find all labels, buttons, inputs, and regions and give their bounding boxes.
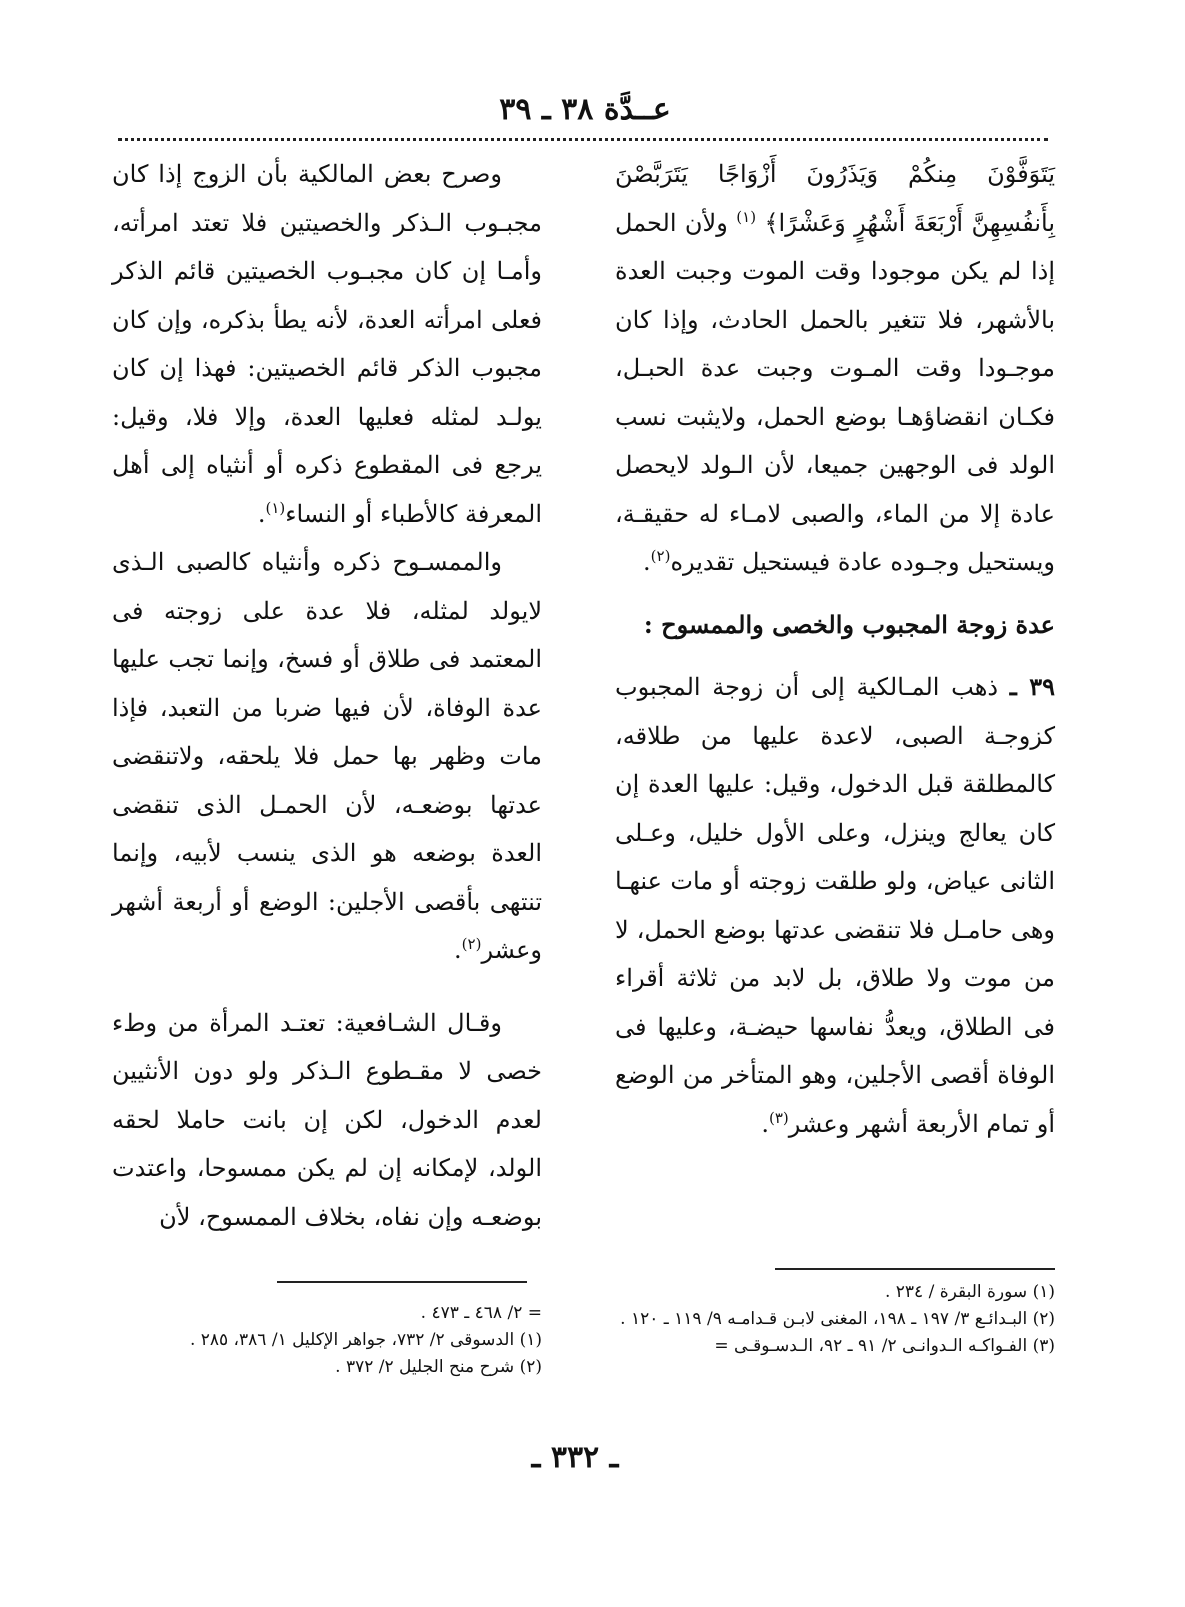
right-paragraph-2 (615, 663, 1055, 1148)
footnote-ref: (١) (736, 207, 757, 226)
header-dotted-rule (118, 138, 1048, 141)
footnote: (١) سورة البقرة / ٢٣٤ . (884, 1282, 1055, 1302)
left-column (112, 150, 542, 1241)
footnotes-right (615, 1279, 1055, 1360)
footnote: (٢) شرح منح الجليل ٢/ ٣٧٢ . (335, 1357, 542, 1377)
spacer (615, 587, 1055, 601)
footnote: (١) الدسوقى ٢/ ٧٣٢، جواهر الإكليل ١/ ٣٨٦، ٢٨٥ . (189, 1330, 542, 1350)
paragraph-text: وصرح بعض المالكية بأن الزوج إذا كان مجبـوب الـذكر والخصيتين فلا تعتد امرأته، وأمـا إن كان مجبـوب الخصيتين قائم الذكر فعلى امرأته العدة، لأنه يطأ بذكره، وإن كان مجبوب الذكر قائم الخصيتين: فهذا إن كان يولـد لمثله فعليها العدة، وإلا فلا، وقيل: يرجع فى المقطوع ذكره أو أنثياه إلى أهل المعرفة كالأطباء أو النساء (112, 160, 542, 528)
footnote-ref: (٣) (769, 1108, 789, 1127)
footnotes-left (112, 1300, 542, 1381)
spacer (615, 649, 1055, 663)
footnote-ref: (٢) (461, 935, 482, 953)
paragraph-text: وقـال الشـافعية: تعتـد المرأة من وطء خصى لا مقـطوع الـذكر ولو دون الأنثيين لعدم الدخول، لكن إن بانت حاملا لحقه الولد، لإمكانه إن لم يكن ممسوحا، واعتدت بوضعـه وإن نفاه، بخلاف الممسوح، لأن (112, 1008, 542, 1231)
left-paragraph-1 (112, 150, 542, 538)
sentence-end: . (454, 936, 462, 964)
sentence-end: . (761, 1109, 769, 1138)
paragraph-text: والممسـوح ذكره وأنثياه كالصبى الـذى لايولد لمثله، فلا عدة على زوجته فى المعتمد فى طلاق أو فسخ، وإنما تجب عليها عدة الوفاة، لأن فيها ضربا من التعبد، فإذا مات وظهر بها حمل فلا يلحقه، ولاتنقضى عدتها بوضعـه، لأن الحمـل الذى تنقضى العدة بوضعه هو الذى ينسب لأبيه، وإنما تنتهى بأقصى الأجلين: الوضع أو أربعة أشهر وعشر (112, 548, 542, 964)
left-paragraph-3 (112, 999, 542, 1242)
sentence-end: . (257, 499, 266, 528)
quran-verse: يَتَوَفَّوْنَ مِنكُمْ وَيَذَرُونَ أَزْوَاجًا يَتَرَبَّصْنَ بِأَنفُسِهِنَّ أَرْبَعَةَ أَشْهُرٍ وَعَشْرًا﴾ (615, 160, 1056, 237)
footnote: (٢) البـدائـع ٣/ ١٩٧ ـ ١٩٨، المغنى لابـن قـدامـه ٩/ ١١٩ ـ ١٢٠ . (620, 1309, 1055, 1329)
left-paragraph-2 (112, 538, 542, 975)
footnote-separator-right (775, 1268, 1055, 1270)
paragraph-text: ذهب المـالكية إلى أن زوجة المجبوب كزوجـة الصبى، لاعدة عليها من طلاقه، كالمطلقة قبل الدخول، وقيل: عليها العدة إن كان يعالج وينزل، وعلى الأول خليل، وعـلى الثانى عياض، ولو طلقت زوجته أو مات عنهـا وهى حامـل فلا تنقضى عدتها بوضع الحمل، لا من موت ولا طلاق، بل لابد من ثلاثة أقراء فى الطلاق، ويعدُّ نفاسها حيضـة، وعليها فى الوفاة أقصى الأجلين، وهو المتأخر من الوضع أو تمام الأربعة أشهر وعشر (615, 673, 1055, 1138)
paragraph-text: ولأن الحمل إذا لم يكن موجودا وقت الموت وجبت العدة بالأشهر، فلا تتغير بالحمل الحادث، وإذا كان موجـودا وقت المـوت وجبت عدة الحبـل، فكـان انقضاؤهـا بوضع الحمل، ولايثبت نسب الولد فى الوجهين جميعا، لأن الـولد لايحصل عادة إلا من الماء، والصبى لامـاء له حقيقـة، ويستحيل وجـوده عادة فيستحيل تقديره (615, 208, 1055, 576)
right-paragraph-1 (615, 150, 1055, 587)
right-column (615, 150, 1055, 1148)
paragraph-number: ٣٩ ـ (1009, 672, 1055, 701)
running-header: عــدَّة ٣٨ ـ ٣٩ (499, 92, 671, 127)
footnote-ref: (٢) (650, 547, 671, 565)
sentence-end: . (643, 548, 651, 576)
footnote-separator-left (277, 1281, 527, 1283)
spacer (112, 975, 542, 999)
section-heading: عدة زوجة المجبوب والخصى والممسوح : (643, 609, 1055, 639)
page-number: ـ ٣٣٢ ـ (531, 1440, 619, 1475)
footnote: (٣) الفـواكـه الـدوانـى ٢/ ٩١ ـ ٩٢، الـدسـوقـى = (714, 1336, 1055, 1356)
footnote-ref: (١) (265, 498, 286, 517)
footnote: = ٢/ ٤٦٨ ـ ٤٧٣ . (420, 1303, 542, 1323)
